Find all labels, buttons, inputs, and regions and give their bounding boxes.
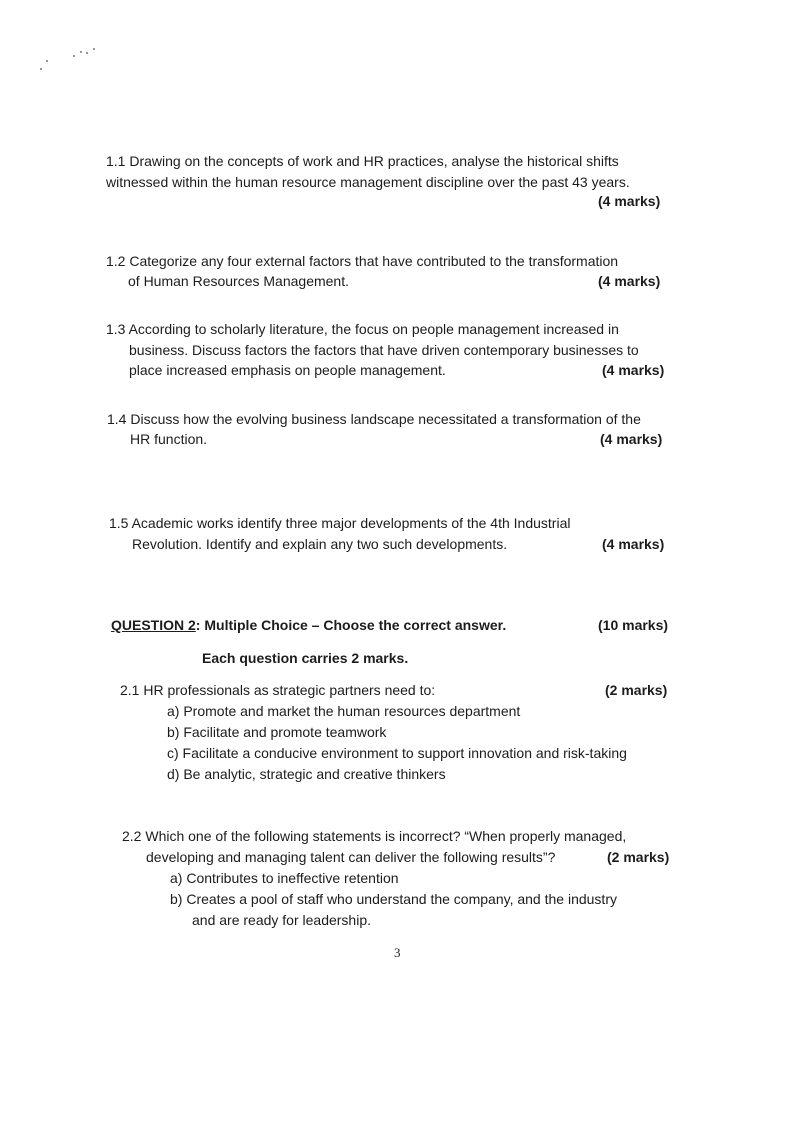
q2-1-stem: 2.1 HR professionals as strategic partners need to: <box>120 682 436 698</box>
q2-1-option-a: a) Promote and market the human resources department <box>167 703 521 719</box>
scan-speck <box>80 51 82 53</box>
q2-2-option-a: a) Contributes to ineffective retention <box>170 870 399 886</box>
q1-3-line1: 1.3 According to scholarly literature, the focus on people management increased in <box>106 321 619 337</box>
q2-2-marks: (2 marks) <box>607 849 670 865</box>
q2-2-option-b-line2: and are ready for leadership. <box>192 912 371 928</box>
q1-5-marks: (4 marks) <box>602 536 665 552</box>
q1-1-line1: 1.1 Drawing on the concepts of work and HR practices, analyse the historical shifts <box>106 153 619 169</box>
q1-4-line1: 1.4 Discuss how the evolving business landscape necessitated a transformation of the <box>107 411 641 427</box>
q1-2-line1: 1.2 Categorize any four external factors that have contributed to the transformation <box>106 253 619 269</box>
q2-1-option-d: d) Be analytic, strategic and creative thinkers <box>167 766 446 782</box>
question-2-marks: (10 marks) <box>598 617 669 633</box>
q1-1-marks: (4 marks) <box>598 193 661 209</box>
q1-3-line3: place increased emphasis on people management. <box>129 362 446 378</box>
question-2-label: QUESTION 2 <box>111 617 196 633</box>
q1-3-marks: (4 marks) <box>602 362 665 378</box>
q2-1-marks: (2 marks) <box>605 682 668 698</box>
q1-5-line2: Revolution. Identify and explain any two such developments. <box>132 536 508 552</box>
q2-2-option-b-line1: b) Creates a pool of staff who understand the company, and the industry <box>170 891 617 907</box>
scan-speck <box>46 60 48 62</box>
question-2-instruction: : Multiple Choice – Choose the correct answer. <box>195 617 507 633</box>
q2-1-option-c: c) Facilitate a conducive environment to support innovation and risk-taking <box>167 745 627 761</box>
scan-speck <box>40 68 42 70</box>
q1-2-line2: of Human Resources Management. <box>128 273 349 289</box>
scan-speck <box>73 55 75 57</box>
q1-3-line2: business. Discuss factors the factors that have driven contemporary businesses to <box>129 342 639 358</box>
q1-2-marks: (4 marks) <box>598 273 661 289</box>
page-number: 3 <box>394 945 401 960</box>
q1-4-line2: HR function. <box>130 431 208 447</box>
q2-2-line2: developing and managing talent can deliver the following results”? <box>146 849 556 865</box>
question-2-subheading: Each question carries 2 marks. <box>202 650 409 666</box>
scan-speck <box>93 48 95 50</box>
q2-1-option-b: b) Facilitate and promote teamwork <box>167 724 387 740</box>
q2-2-line1: 2.2 Which one of the following statements is incorrect? “When properly managed, <box>122 828 627 844</box>
q1-5-line1: 1.5 Academic works identify three major developments of the 4th Industrial <box>109 515 571 531</box>
q1-4-marks: (4 marks) <box>600 431 663 447</box>
q1-1-line2: witnessed within the human resource management discipline over the past 43 years. <box>106 174 630 190</box>
question-2-heading <box>111 615 506 636</box>
scan-speck <box>86 52 88 54</box>
